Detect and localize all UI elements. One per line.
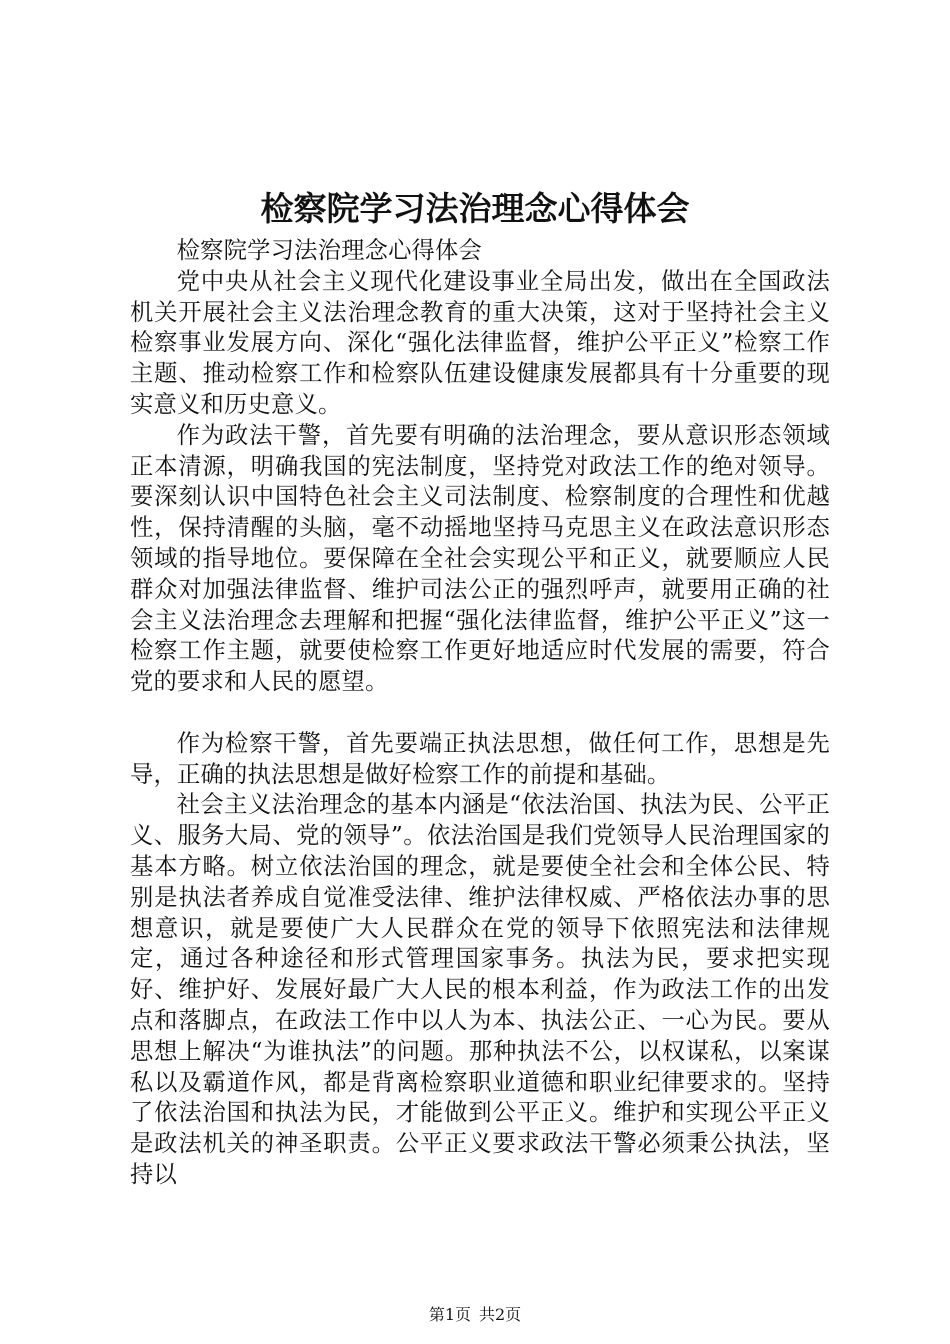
page-footer xyxy=(0,1304,950,1326)
paragraph-subtitle: 检察院学习法治理念心得体会 xyxy=(176,237,483,264)
page-number: 第1页 xyxy=(428,1305,471,1324)
paragraph: 作为政法干警，首先要有明确的法治理念，要从意识形态领域正本清源，明确我国的宪法制度，坚持党对政法工作的绝对领导。要深刻认识中国特色社会主义司法制度、检察制度的合理性和优越性，保持清醒的头脑，毫不动摇地坚持马克思主义在政法意识形态领域的指导地位。要保障在全社会实现公平和正义，就要顺应人民群众对加强法律监督、维护司法公正的强烈呼声，就要用正确的社会主义法治理念去理解和把握“强化法律监督，维护公平正义”这一检察工作主题，就要使检察工作更好地适应时代发展的需要，符合党的要求和人民的愿望。 xyxy=(130,421,830,696)
document-title: 检察院学习法治理念心得体会 xyxy=(260,189,690,228)
paragraph-spacer xyxy=(130,698,830,729)
document-body xyxy=(130,236,830,1191)
paragraph: 社会主义法治理念的基本内涵是“依法治国、执法为民、公平正义、服务大局、党的领导”。依法治国是我们党领导人民治理国家的基本方略。树立依法治国的理念，就是要使全社会和全体公民、特别是执法者养成自觉准受法律、维护法律权威、严格依法办事的思想意识，就是要使广大人民群众在党的领导下依照宪法和法律规定，通过各种途径和形式管理国家事务。执法为民，要求把实现好、维护好、发展好最广大人民的根本利益，作为政法工作的出发点和落脚点，在政法工作中以人为本、执法公正、一心为民。要从思想上解决“为谁执法”的问题。那种执法不公，以权谋私，以案谋私以及霸道作风，都是背离检察职业道德和职业纪律要求的。坚持了依法治国和执法为民，才能做到公平正义。维护和实现公平正义是政法机关的神圣职责。公平正义要求政法干警必须秉公执法，坚持以 xyxy=(130,791,830,1188)
paragraph: 作为检察干警，首先要端正执法思想，做任何工作，思想是先导，正确的执法思想是做好检察工作的前提和基础。 xyxy=(130,729,830,788)
paragraph: 党中央从社会主义现代化建设事业全局出发，做出在全国政法机关开展社会主义法治理念教育的重大决策，这对于坚持社会主义检察事业发展方向、深化“强化法律监督，维护公平正义”检察工作主题、推动检察工作和检察队伍建设健康发展都具有十分重要的现实意义和历史意义。 xyxy=(130,267,830,418)
page-total: 共2页 xyxy=(479,1305,522,1324)
